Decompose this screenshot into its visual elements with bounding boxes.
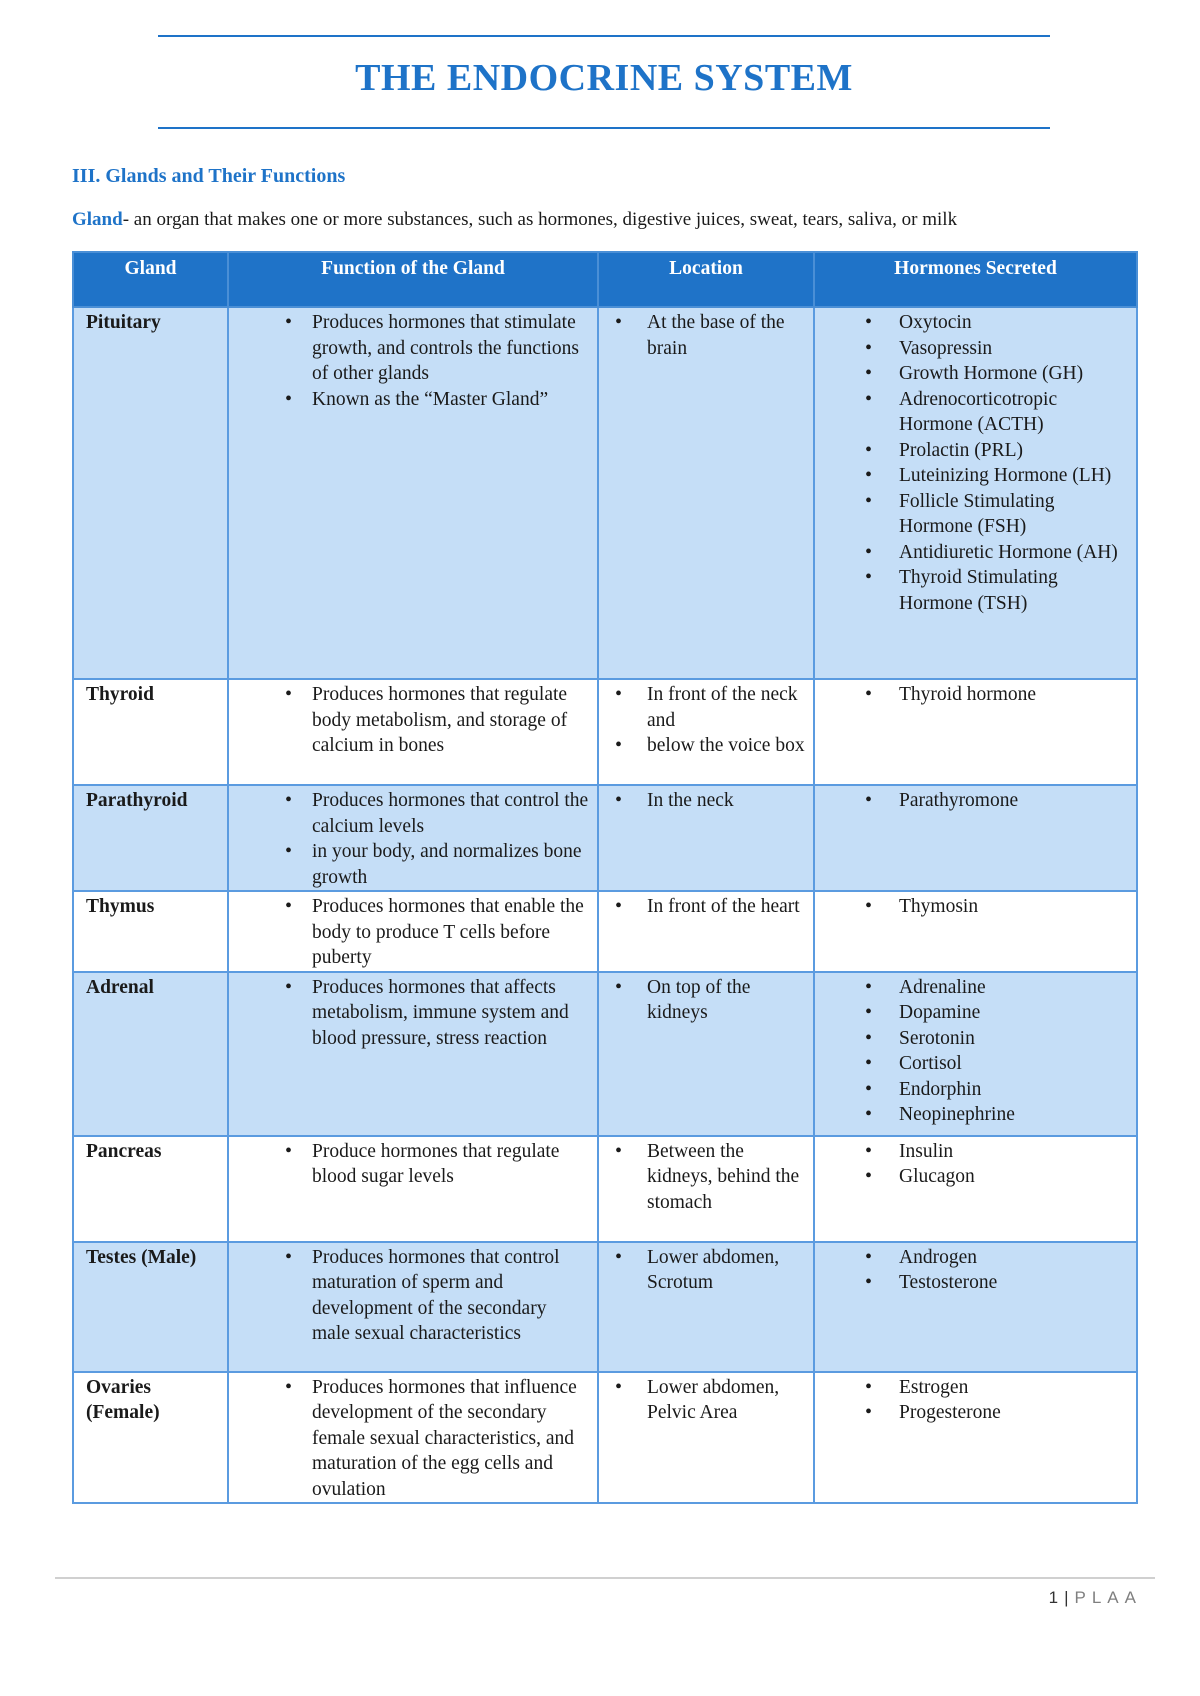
location-cell <box>598 307 814 679</box>
function-cell <box>228 1242 598 1372</box>
function-list <box>237 894 589 971</box>
function-item: • Produces hormones that influence development of the secondary female sexual characteristics, and maturation of the egg cells and ovulation <box>237 1375 589 1503</box>
table-row <box>73 891 1137 972</box>
function-list <box>237 682 589 759</box>
hormone-item: • Parathyromone <box>823 788 1128 814</box>
hormone-item: • Vasopressin <box>823 336 1128 362</box>
location-cell <box>598 972 814 1136</box>
table-row <box>73 679 1137 785</box>
definition-text: - an organ that makes one or more substances, such as hormones, digestive juices, sweat, tears, saliva, or milk <box>122 209 958 230</box>
location-list <box>607 682 805 759</box>
hormone-item: • Growth Hormone (GH) <box>823 361 1128 387</box>
definition-term: Gland <box>72 209 123 230</box>
hormone-item: • Antidiuretic Hormone (AH) <box>823 540 1128 566</box>
hormone-list <box>823 894 1128 920</box>
hormone-cell <box>814 1136 1137 1242</box>
hormone-item: • Adrenocorticotropic Hormone (ACTH) <box>823 387 1128 438</box>
gland-name-cell: Pancreas <box>73 1136 228 1242</box>
hormone-item: • Thyroid hormone <box>823 682 1128 708</box>
function-cell <box>228 785 598 891</box>
hormone-cell <box>814 307 1137 679</box>
hormone-item: • Cortisol <box>823 1051 1128 1077</box>
title-rule-bottom <box>158 127 1050 129</box>
hormone-item: • Progesterone <box>823 1400 1128 1426</box>
function-list <box>237 1375 589 1503</box>
table-row <box>73 1242 1137 1372</box>
hormone-list <box>823 310 1128 616</box>
function-cell <box>228 972 598 1136</box>
function-cell <box>228 679 598 785</box>
hormone-item: • Endorphin <box>823 1077 1128 1103</box>
table-row <box>73 1372 1137 1504</box>
location-list <box>607 1245 805 1296</box>
location-list <box>607 788 805 814</box>
hormone-item: • Serotonin <box>823 1026 1128 1052</box>
footer-mark: PLAA <box>1074 1588 1142 1607</box>
hormone-item: • Prolactin (PRL) <box>823 438 1128 464</box>
location-cell <box>598 1242 814 1372</box>
location-cell <box>598 785 814 891</box>
function-cell <box>228 1136 598 1242</box>
hormone-item: • Testosterone <box>823 1270 1128 1296</box>
location-item: • Lower abdomen, Pelvic Area <box>607 1375 805 1426</box>
function-item: • Produces hormones that control maturation of sperm and development of the secondary male sexual characteristics <box>237 1245 589 1347</box>
footer-separator: | <box>1064 1588 1069 1607</box>
hormone-item: • Thymosin <box>823 894 1128 920</box>
location-item: • below the voice box <box>607 733 805 759</box>
hormone-item: • Estrogen <box>823 1375 1128 1401</box>
location-list <box>607 1375 805 1426</box>
hormone-item: • Insulin <box>823 1139 1128 1165</box>
hormone-item: • Oxytocin <box>823 310 1128 336</box>
header-hormones: Hormones Secreted <box>814 252 1137 307</box>
function-item: • Produces hormones that enable the body to produce T cells before puberty <box>237 894 589 971</box>
location-list <box>607 894 805 920</box>
hormone-list <box>823 975 1128 1128</box>
title-rule-top <box>158 35 1050 37</box>
header-gland: Gland <box>73 252 228 307</box>
gland-definition <box>72 209 1132 231</box>
function-list <box>237 310 589 412</box>
function-cell <box>228 891 598 972</box>
hormone-list <box>823 788 1128 814</box>
gland-name-cell: Thyroid <box>73 679 228 785</box>
hormone-item: • Neopinephrine <box>823 1102 1128 1128</box>
page-number: 1 <box>1048 1588 1059 1607</box>
hormone-list <box>823 682 1128 708</box>
glands-table <box>72 251 1138 1504</box>
function-item: • Produces hormones that control the calcium levels <box>237 788 589 839</box>
gland-name-cell: Testes (Male) <box>73 1242 228 1372</box>
page-title: THE ENDOCRINE SYSTEM <box>355 57 853 99</box>
hormone-cell <box>814 1372 1137 1504</box>
location-item: • In the neck <box>607 788 805 814</box>
location-item: • In front of the heart <box>607 894 805 920</box>
hormone-cell <box>814 972 1137 1136</box>
table-row <box>73 785 1137 891</box>
location-list <box>607 310 805 361</box>
table-row <box>73 307 1137 679</box>
location-cell <box>598 891 814 972</box>
function-cell <box>228 1372 598 1504</box>
function-item: • in your body, and normalizes bone growth <box>237 839 589 890</box>
page-footer <box>1049 1588 1142 1608</box>
section-heading: III. Glands and Their Functions <box>72 165 346 187</box>
hormone-item: • Androgen <box>823 1245 1128 1271</box>
hormone-cell <box>814 785 1137 891</box>
location-item: • Lower abdomen, Scrotum <box>607 1245 805 1296</box>
hormone-list <box>823 1375 1128 1426</box>
table-row <box>73 1136 1137 1242</box>
function-item: • Produces hormones that regulate body metabolism, and storage of calcium in bones <box>237 682 589 759</box>
gland-name-cell: Pituitary <box>73 307 228 679</box>
hormone-item: • Follicle Stimulating Hormone (FSH) <box>823 489 1128 540</box>
location-cell <box>598 1136 814 1242</box>
function-item: • Produces hormones that affects metabolism, immune system and blood pressure, stress reaction <box>237 975 589 1052</box>
location-item: • Between the kidneys, behind the stomach <box>607 1139 805 1216</box>
gland-name-cell: Parathyroid <box>73 785 228 891</box>
location-list <box>607 975 805 1026</box>
function-list <box>237 1139 589 1190</box>
hormone-item: • Thyroid Stimulating Hormone (TSH) <box>823 565 1128 616</box>
header-function: Function of the Gland <box>228 252 598 307</box>
function-list <box>237 975 589 1052</box>
hormone-item: • Luteinizing Hormone (LH) <box>823 463 1128 489</box>
location-item: • At the base of the brain <box>607 310 805 361</box>
hormone-list <box>823 1139 1128 1190</box>
hormone-item: • Glucagon <box>823 1164 1128 1190</box>
gland-name-cell: Ovaries (Female) <box>73 1372 228 1504</box>
table-body <box>73 307 1137 1503</box>
table-header-row <box>73 252 1137 307</box>
location-list <box>607 1139 805 1216</box>
location-cell <box>598 1372 814 1504</box>
function-list <box>237 788 589 890</box>
location-item: • In front of the neck and <box>607 682 805 733</box>
gland-name-cell: Adrenal <box>73 972 228 1136</box>
location-item: • On top of the kidneys <box>607 975 805 1026</box>
header-location: Location <box>598 252 814 307</box>
location-cell <box>598 679 814 785</box>
hormone-cell <box>814 891 1137 972</box>
table-row <box>73 972 1137 1136</box>
function-list <box>237 1245 589 1347</box>
hormone-item: • Adrenaline <box>823 975 1128 1001</box>
function-item: • Produce hormones that regulate blood sugar levels <box>237 1139 589 1190</box>
gland-name-cell: Thymus <box>73 891 228 972</box>
hormone-item: • Dopamine <box>823 1000 1128 1026</box>
hormone-cell <box>814 1242 1137 1372</box>
hormone-cell <box>814 679 1137 785</box>
function-item: • Produces hormones that stimulate growth, and controls the functions of other glands <box>237 310 589 387</box>
hormone-list <box>823 1245 1128 1296</box>
function-item: • Known as the “Master Gland” <box>237 387 589 413</box>
footer-rule <box>55 1577 1155 1579</box>
function-cell <box>228 307 598 679</box>
